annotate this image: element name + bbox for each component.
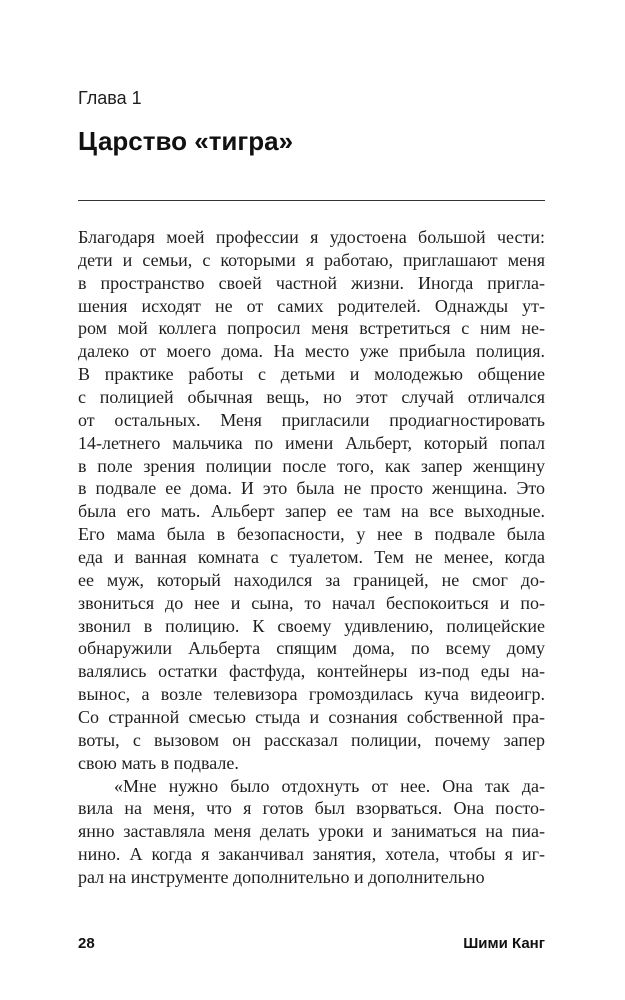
text-line: была его мать. Альберт запер ее там на все выходные. <box>78 501 545 522</box>
text-line: в поле зрения полиции после того, как запер женщину <box>78 455 545 476</box>
text-line: «Мне нужно было отдохнуть от нее. Она так да- <box>114 775 545 796</box>
text-line: янно заставляла меня делать уроки и заниматься на пиа- <box>78 821 545 842</box>
text-line: звониться до нее и сына, то начал беспокоиться и по- <box>78 592 545 613</box>
chapter-title: Царство «тигра» <box>78 126 294 156</box>
text-line: еда и ванная комната с туалетом. Тем не менее, когда <box>78 547 545 568</box>
text-line: Его мама была в безопасности, у нее в подвале была <box>78 524 545 545</box>
text-line: 14-летнего мальчика по имени Альберт, который попал <box>78 432 545 453</box>
text-line: в пространство своей частной жизни. Иногда пригла- <box>78 272 545 293</box>
text-line: нино. А когда я заканчивал занятия, хотела, чтобы я иг- <box>78 844 545 865</box>
running-footer-author: Шими Канг <box>463 935 545 952</box>
text-line: от остальных. Меня пригласили продиагностировать <box>78 409 545 430</box>
text-line: ее муж, который находился за границей, не смог до- <box>78 569 545 590</box>
text-line: Благодаря моей профессии я удостоена большой чести: <box>78 227 545 247</box>
text-line: далеко от моего дома. На место уже прибыла полиция. <box>78 341 545 362</box>
text-line: воты, с вызовом он рассказал полиции, почему запер <box>78 729 545 750</box>
text-line: ром мой коллега попросил меня встретиться с ним не- <box>78 318 545 339</box>
body-text <box>78 226 545 889</box>
text-line: шения исходят не от самих родителей. Однажды ут- <box>78 295 545 316</box>
text-line: валялись остатки фастфуда, контейнеры из-под еды на- <box>78 661 545 682</box>
text-line: вила на меня, что я готов был взорваться. Она посто- <box>78 798 545 819</box>
text-line: звонил в полицию. К своему удивлению, полицейские <box>78 615 545 636</box>
divider <box>78 200 545 201</box>
text-line: вынос, а возле телевизора громоздилась куча видеоигр. <box>78 684 545 705</box>
text-line: свою мать в подвале. <box>78 752 239 773</box>
text-line: в подвале ее дома. И это была не просто женщина. Это <box>78 478 545 499</box>
page-number: 28 <box>78 935 95 952</box>
chapter-label: Глава 1 <box>78 88 142 108</box>
text-line: В практике работы с детьми и молодежью общение <box>78 364 545 385</box>
text-line: обнаружили Альберта спящим дома, по всему дому <box>78 638 545 659</box>
text-line: с полицией обычная вещь, но этот случай отличался <box>78 387 545 408</box>
text-line: рал на инструменте дополнительно и дополнительно <box>78 867 485 888</box>
text-line: Со странной смесью стыда и сознания собственной пра- <box>78 707 545 728</box>
text-line: дети и семьи, с которыми я работаю, приглашают меня <box>78 249 545 270</box>
